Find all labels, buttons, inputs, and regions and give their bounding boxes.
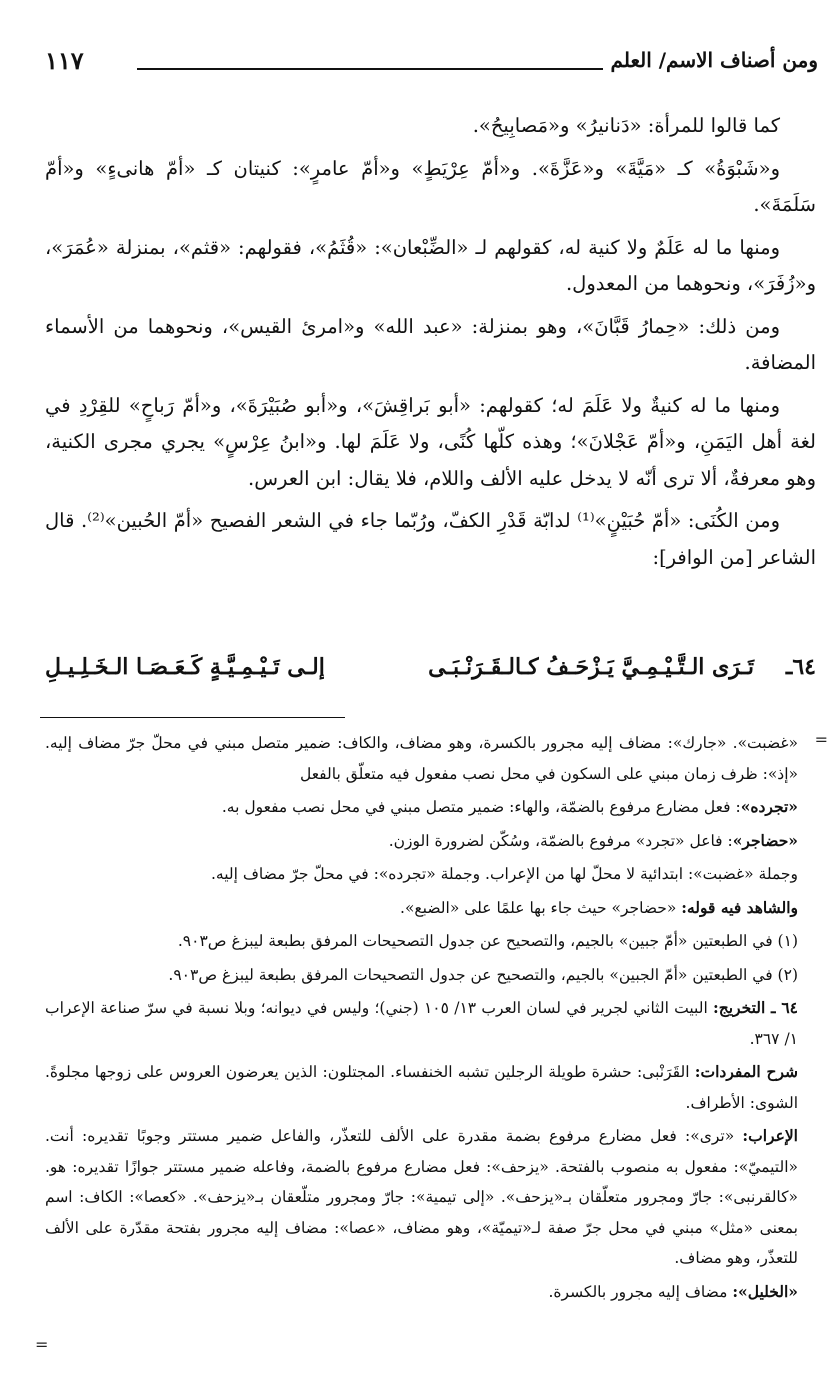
- paragraph: ومنها ما له كنيةٌ ولا عَلَمَ له؛ كقولهم: «أبو بَراقِشَ»، و«أبو صُبَيْرَةَ»، و«أمّ رَباحٍ» للقِرْدِ في لغة أهل اليَمَنِ، و«أمّ عَجْلانَ»؛ وهذه كلّها كُنًى، ولا عَلَمَ لها. و«ابنُ عِرْسٍ» يجري مجرى الكنية، وهو معرفةٌ، ألا ترى أنّه لا يدخل عليه الألف واللام، فلا يقال: ابن العرس.: [45, 393, 816, 490]
- paragraph: ومن الكُنَى: «أمّ حُبَيْنٍ»⁽¹⁾ لدابّة قَدْرِ الكفّ، ورُبّما جاء في الشعر الفصيح «أمّ الحُبين»⁽²⁾. قال الشاعر [من الوافر]:: [45, 509, 816, 569]
- footnote-1: (١) في الطبعتين «أمّ جبين» بالجيم، والتصحيح عن جدول التصحيحات المرفق بطبعة ليبزغ ص٩٠٣.: [177, 932, 798, 950]
- verse-second-hemistich: إلـى تَـيْـمِـيَّـةٍ كَـعَـصَـا الـخَـلِـيـلِ: [45, 654, 325, 680]
- footnote-line: «تجرده»: فعل مضارع مرفوع بالضمّة، والهاء: ضمير متصل مبني في محل نصب مفعول به.: [221, 797, 798, 816]
- footnote-takhrij: ٦٤ ـ التخريج: البيت الثاني لجرير في لسان العرب ١٣/ ١٠٥ (جني)؛ وليس في ديوانه؛ وبلا نسبة في سرّ صناعة الإعراب ١/ ٣٦٧.: [45, 998, 798, 1048]
- page-header: [45, 40, 818, 80]
- paragraph: و«شَبْوَةُ» كـ «مَيَّةَ» و«عَزَّةَ». و«أمّ عِرْيَطٍ» و«أمّ عامرٍ»: كنيتان كـ «أمّ هانىءٍ» و«أمّ سَلَمَةَ».: [45, 156, 816, 216]
- header-rule: [137, 68, 603, 70]
- footnote-line: «حضاجر»: فاعل «تجرد» مرفوع بالضمّة، وسُكّن لضرورة الوزن.: [388, 830, 798, 850]
- footnote-line: والشاهد فيه قوله: «حضاجر» حيث جاء بها علمًا على «الضبع».: [400, 897, 798, 917]
- footnote-line: «الخليل»: مضاف إليه مجرور بالكسرة.: [548, 1281, 798, 1301]
- page-number: ١١٧: [45, 46, 84, 75]
- paragraph: ومن ذلك: «حِمارُ قَبَّانَ»، وهو بمنزلة: «عبد الله» و«امرئ القيس»، ونحوهما من الأسماء المضافة.: [45, 314, 816, 374]
- running-title: ومن أصناف الاسم/ العلم: [610, 48, 818, 72]
- footnote-term: الإعراب:: [742, 1126, 798, 1145]
- main-text: [45, 108, 816, 582]
- paragraph: كما قالوا للمرأة: «دَنانيرُ» و«مَصابِيحُ».: [472, 114, 780, 137]
- footnote-separator: [40, 717, 345, 718]
- verse-first-hemistich: تَـرَى الـتَّـيْـمِـيَّ يَـزْحَـفُ كـالـقَـرَنْـبَـى: [428, 654, 754, 680]
- footnote-irab: الإعراب: «ترى»: فعل مضارع مرفوع بضمة مقدرة على الألف للتعذّر، والفاعل ضمير مستتر وجوبًا تقديره: أنت. «التيميّ»: مفعول به منصوب بالفتحة. «يزحف»: فعل مضارع مرفوع بالضمة، وفاعله ضمير مستتر جوازًا تقديره: هو. «كالقرنبى»: جارّ ومجرور متعلّقان بـ«يزحف». «إلى تيمية»: جارّ ومجرور متلّعقان بـ«يزحف». «كعصا»: الكاف: اسم بمعنى «مثل» مبني في محل جرّ صفة لـ«تيميّة»، وهو مضاف، «عصا»: مضاف إليه مجرور بفتحة مقدّرة على الألف للتعذّر، وهو مضاف.: [45, 1126, 798, 1267]
- footnote-line: وجملة «غضبت»: ابتدائية لا محلّ لها من الإعراب. وجملة «تجرده»: في محلّ جرّ مضاف إليه.: [210, 865, 798, 883]
- footnote-term: ٦٤ ـ التخريج:: [713, 998, 798, 1017]
- paragraph: ومنها ما له عَلَمٌ ولا كنية له، كقولهم لـ «الضِّبْعان»: «قُثَمُ»، فقولهم: «قثم»، بمنزلة «عُمَرَ»، و«زُفَرَ»، ونحوهما من المعدول.: [45, 235, 816, 295]
- footnote-2: (٢) في الطبعتين «أمّ الجبين» بالجيم، والتصحيح عن جدول التصحيحات المرفق بطبعة ليبزغ ص٩٠٣.: [168, 965, 798, 984]
- poem-verse: [45, 648, 816, 698]
- footnote-term: «تجرده»: [740, 797, 798, 816]
- footnotes: [45, 728, 798, 1310]
- continuation-mark: =: [35, 1335, 49, 1354]
- footnote-term: «حضاجر»: [732, 830, 798, 850]
- continuation-mark: =: [814, 730, 828, 749]
- verse-number: ٦٤ـ: [785, 654, 816, 680]
- footnote-term: «الخليل»:: [732, 1281, 798, 1301]
- footnote-vocabulary: شرح المفردات: القَرَنْبى: حشرة طويلة الرجلين تشبه الخنفساء. المجتلون: الذين يعرضون العروس على زوجها مجلوةً. الشوى: الأطراف.: [45, 1062, 798, 1112]
- footnote-term: والشاهد فيه قوله:: [681, 897, 798, 917]
- footnote-line: «غضبت». «جارك»: مضاف إليه مجرور بالكسرة، وهو مضاف، والكاف: ضمير متصل مبني في محلّ جرّ مضاف إليه. «إذ»: ظرف زمان مبني على السكون في محل نصب مفعول فيه متعلّق بالفعل: [45, 734, 798, 783]
- footnote-term: شرح المفردات:: [694, 1062, 798, 1081]
